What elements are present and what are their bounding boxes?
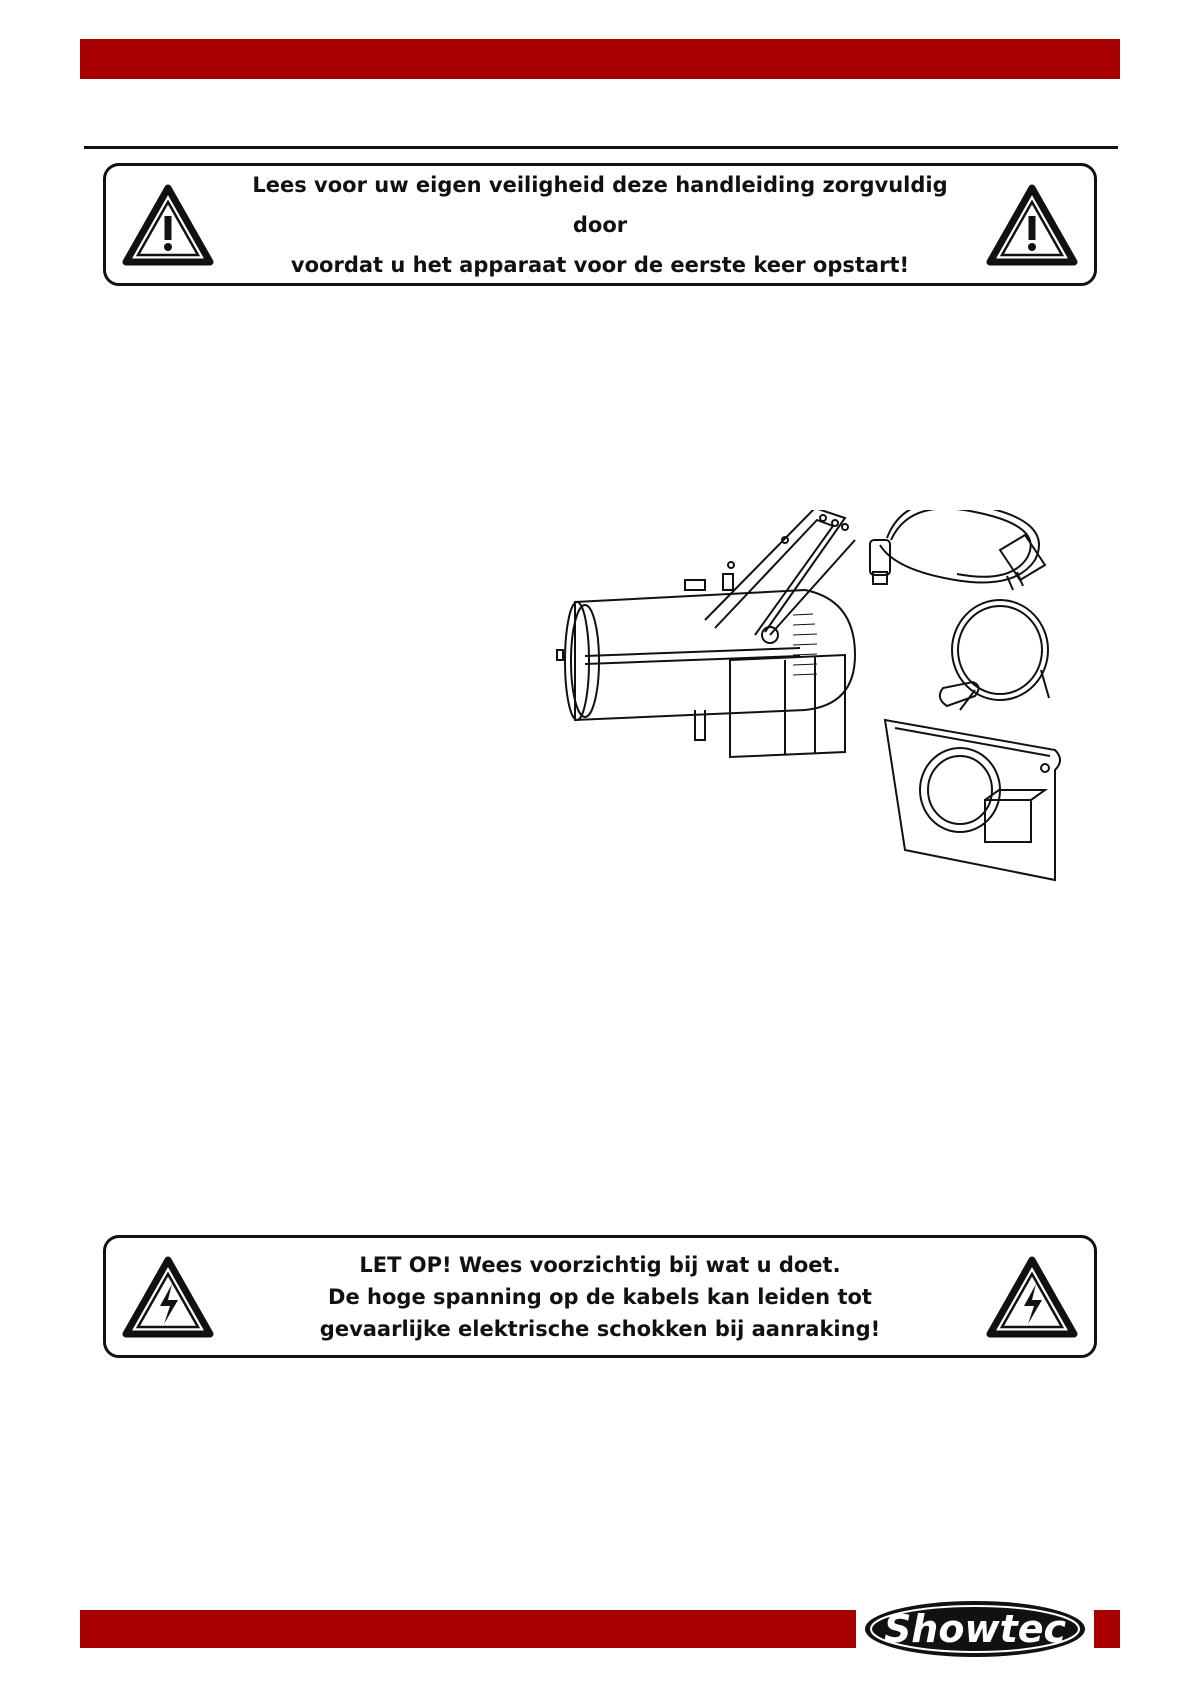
showtec-logo (862, 1598, 1088, 1660)
shock-warning-box (103, 1235, 1097, 1358)
footer-bar (80, 1610, 856, 1648)
safety-cable-icon (940, 600, 1049, 710)
high-voltage-icon (984, 1254, 1080, 1340)
gobo-holder-icon (885, 720, 1060, 880)
header-rule (84, 146, 1118, 149)
safety-warning-text (236, 166, 964, 283)
safety-warning-box (103, 163, 1097, 286)
safety-warning-line-1: Lees voor uw eigen veiligheid deze handleiding zorgvuldig door (252, 172, 948, 237)
shock-warning-line-1: LET OP! Wees voorzichtig bij wat u doet. (359, 1252, 841, 1277)
shock-warning-line-2: De hoge spanning op de kabels kan leiden tot (328, 1284, 872, 1309)
footer-bar-end (1094, 1610, 1120, 1648)
logo-text: Showtec (883, 1607, 1067, 1651)
warning-triangle-icon (984, 182, 1080, 268)
profile-spotlight-icon (557, 510, 855, 757)
high-voltage-icon (120, 1254, 216, 1340)
safety-warning-line-2: voordat u het apparaat voor de eerste keer opstart! (290, 252, 910, 277)
power-cable-icon (870, 510, 1045, 590)
warning-triangle-icon (120, 182, 216, 268)
header-bar (80, 39, 1120, 79)
shock-warning-line-3: gevaarlijke elektrische schokken bij aanraking! (319, 1316, 881, 1341)
product-illustration (555, 510, 1095, 910)
shock-warning-text (236, 1238, 964, 1355)
